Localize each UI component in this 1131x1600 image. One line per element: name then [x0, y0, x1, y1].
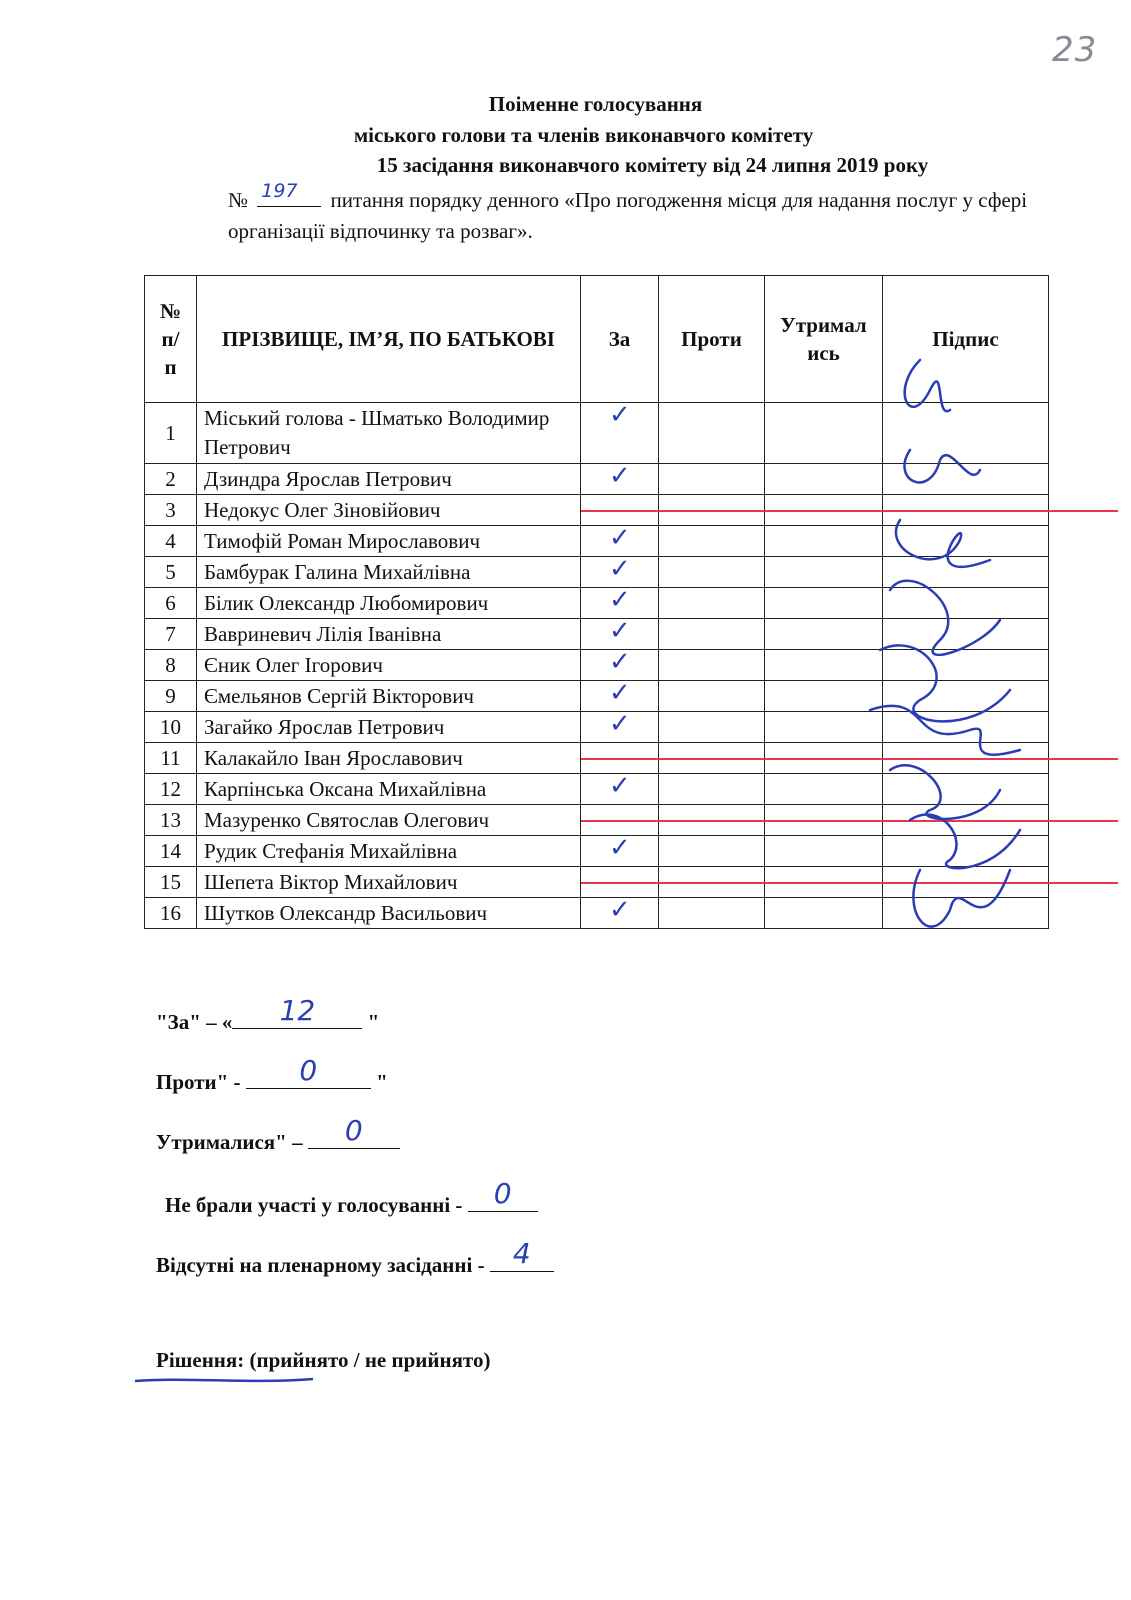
member-name: Загайко Ярослав Петрович	[197, 712, 581, 743]
table-row	[145, 898, 1049, 929]
decision-handwritten-underline	[133, 1375, 315, 1385]
table-row	[145, 650, 1049, 681]
row-number: 10	[145, 712, 197, 743]
signature-cell	[883, 619, 1049, 650]
row-number: 9	[145, 681, 197, 712]
summary-for-value: 12	[279, 994, 316, 1027]
signature-cell	[883, 403, 1049, 464]
table-row	[145, 588, 1049, 619]
header-for: За	[581, 276, 659, 403]
table-header-row	[145, 276, 1049, 403]
member-name: Мазуренко Святослав Олегович	[197, 805, 581, 836]
summary-for-blank	[232, 994, 362, 1029]
signature-cell	[883, 526, 1049, 557]
vote-abstained-cell	[765, 836, 883, 867]
member-name: Недокус Олег Зіновійович	[197, 495, 581, 526]
check-mark-icon: ✓	[609, 895, 631, 925]
agenda-number-handwritten: 197	[261, 180, 298, 202]
table-row	[145, 836, 1049, 867]
summary-for-close: "	[362, 1010, 380, 1034]
title-line-3: 15 засідання виконавчого комітету від 24 липня 2019 року	[376, 153, 929, 177]
check-mark-icon: ✓	[609, 833, 631, 863]
check-mark-icon: ✓	[609, 647, 631, 677]
table-row	[145, 619, 1049, 650]
vote-for-cell	[581, 867, 659, 898]
row-number: 5	[145, 557, 197, 588]
check-mark-icon: ✓	[609, 709, 631, 739]
vote-abstained-cell	[765, 557, 883, 588]
row-number: 15	[145, 867, 197, 898]
member-name: Ємельянов Сергій Вікторович	[197, 681, 581, 712]
member-name: Калакайло Іван Ярославович	[197, 743, 581, 774]
signature-cell	[883, 898, 1049, 929]
summary-absent-blank	[490, 1237, 554, 1272]
check-mark-icon: ✓	[609, 400, 631, 430]
summary-abstained	[156, 1114, 400, 1155]
check-mark-icon: ✓	[609, 554, 631, 584]
vote-for-cell	[581, 461, 659, 495]
summary-against-label: Проти" -	[156, 1070, 246, 1094]
member-name: Рудик Стефанія Михайлівна	[197, 836, 581, 867]
summary-for	[156, 994, 380, 1035]
signature-cell	[883, 712, 1049, 743]
check-mark-icon: ✓	[609, 616, 631, 646]
check-mark-icon: ✓	[609, 461, 631, 491]
vote-against-cell	[659, 526, 765, 557]
table-row	[145, 774, 1049, 805]
check-mark-icon: ✓	[609, 771, 631, 801]
roll-call-table	[144, 275, 1049, 929]
vote-abstained-cell	[765, 681, 883, 712]
table-row	[145, 403, 1049, 464]
header-signature: Підпис	[883, 276, 1049, 403]
vote-for-cell	[581, 554, 659, 588]
vote-for-cell	[581, 495, 659, 526]
header-against: Проти	[659, 276, 765, 403]
vote-for-cell	[581, 616, 659, 650]
vote-abstained-cell	[765, 588, 883, 619]
table-row	[145, 557, 1049, 588]
summary-for-label: "За" – «	[156, 1010, 233, 1034]
vote-against-cell	[659, 681, 765, 712]
member-name: Білик Олександр Любомирович	[197, 588, 581, 619]
absent-strike-line	[581, 758, 1118, 760]
vote-against-cell	[659, 464, 765, 495]
signature-cell	[883, 464, 1049, 495]
summary-absent-value: 4	[512, 1237, 531, 1270]
vote-against-cell	[659, 898, 765, 929]
vote-abstained-cell	[765, 526, 883, 557]
row-number: 8	[145, 650, 197, 681]
title-line-2: міського голови та членів виконавчого комітету	[353, 123, 814, 147]
row-number: 7	[145, 619, 197, 650]
vote-abstained-cell	[765, 464, 883, 495]
check-mark-icon: ✓	[609, 585, 631, 615]
signature-cell	[883, 836, 1049, 867]
table-row	[145, 805, 1049, 836]
check-mark-icon: ✓	[609, 678, 631, 708]
vote-for-cell	[581, 805, 659, 836]
row-number: 3	[145, 495, 197, 526]
signature-cell	[883, 681, 1049, 712]
vote-for-cell	[581, 771, 659, 805]
member-name: Тимофій Роман Мирославович	[197, 526, 581, 557]
vote-against-cell	[659, 588, 765, 619]
title-line-1: Поіменне голосування	[488, 92, 703, 116]
vote-abstained-cell	[765, 774, 883, 805]
agenda-number-sign: №	[228, 188, 249, 212]
agenda-number-slot	[257, 180, 321, 207]
header-abstained: Утрималиcь	[765, 276, 883, 403]
summary-abstained-value: 0	[344, 1114, 363, 1147]
vote-for-cell	[581, 743, 659, 774]
vote-abstained-cell	[765, 712, 883, 743]
vote-against-cell	[659, 650, 765, 681]
summary-absent	[156, 1237, 554, 1278]
vote-for-cell	[581, 833, 659, 867]
summary-against-blank	[246, 1054, 371, 1089]
vote-for-cell	[581, 895, 659, 929]
table-row	[145, 495, 1049, 526]
decision-line: Рішення: (прийнято / не прийнято)	[156, 1348, 491, 1372]
member-name: Шепета Віктор Михайлович	[197, 867, 581, 898]
table-row	[145, 681, 1049, 712]
vote-against-cell	[659, 836, 765, 867]
signature-cell	[883, 588, 1049, 619]
absent-strike-line	[581, 882, 1118, 884]
summary-abstained-blank	[308, 1114, 400, 1149]
vote-against-cell	[659, 712, 765, 743]
member-name: Міський голова - Шматько Володимир Петрович	[197, 403, 581, 464]
member-name: Карпінська Оксана Михайлівна	[197, 774, 581, 805]
agenda-item	[228, 180, 1058, 247]
row-number: 1	[145, 403, 197, 464]
table-row	[145, 867, 1049, 898]
vote-against-cell	[659, 403, 765, 464]
table-row	[145, 712, 1049, 743]
vote-against-cell	[659, 774, 765, 805]
summary-abstained-label: Утрималися" –	[156, 1130, 308, 1154]
table-row	[145, 526, 1049, 557]
row-number: 12	[145, 774, 197, 805]
vote-for-cell	[581, 647, 659, 681]
row-number: 13	[145, 805, 197, 836]
vote-against-cell	[659, 619, 765, 650]
vote-against-cell	[659, 557, 765, 588]
signature-cell	[883, 650, 1049, 681]
header-name: ПРІЗВИЩЕ, ІМ’Я, ПО БАТЬКОВІ	[197, 276, 581, 403]
member-name: Єник Олег Ігорович	[197, 650, 581, 681]
vote-for-cell	[581, 678, 659, 712]
row-number: 6	[145, 588, 197, 619]
member-name: Дзиндра Ярослав Петрович	[197, 464, 581, 495]
summary-not-voted-label: Не брали участі у голосуванні -	[165, 1193, 468, 1217]
summary-against-close: "	[370, 1070, 388, 1094]
agenda-text: питання порядку денного «Про погодження місця для надання послуг у сфері організації відпочинку та розваг».	[228, 188, 1028, 243]
table-row	[145, 743, 1049, 774]
summary-not-voted-value: 0	[493, 1177, 512, 1210]
vote-abstained-cell	[765, 403, 883, 464]
member-name: Вавриневич Лілія Іванівна	[197, 619, 581, 650]
row-number: 4	[145, 526, 197, 557]
row-number: 16	[145, 898, 197, 929]
summary-not-voted-blank	[468, 1177, 538, 1212]
summary-against	[156, 1054, 388, 1095]
table-row	[145, 464, 1049, 495]
row-number: 11	[145, 743, 197, 774]
vote-abstained-cell	[765, 898, 883, 929]
member-name: Шутков Олександр Васильович	[197, 898, 581, 929]
summary-not-voted	[165, 1177, 538, 1218]
vote-abstained-cell	[765, 650, 883, 681]
vote-abstained-cell	[765, 619, 883, 650]
absent-strike-line	[581, 510, 1118, 512]
page-number: 23	[1052, 30, 1098, 70]
absent-strike-line	[581, 820, 1118, 822]
summary-absent-label: Відсутні на пленарному засіданні -	[156, 1253, 490, 1277]
member-name: Бамбурак Галина Михайлівна	[197, 557, 581, 588]
vote-for-cell	[581, 523, 659, 557]
signature-cell	[883, 557, 1049, 588]
row-number: 2	[145, 464, 197, 495]
signature-cell	[883, 774, 1049, 805]
vote-for-cell	[581, 585, 659, 619]
vote-for-cell	[581, 709, 659, 743]
summary-against-value: 0	[299, 1054, 318, 1087]
header-number: № п/п	[145, 276, 197, 403]
check-mark-icon: ✓	[609, 523, 631, 553]
row-number: 14	[145, 836, 197, 867]
vote-for-cell	[581, 400, 659, 464]
